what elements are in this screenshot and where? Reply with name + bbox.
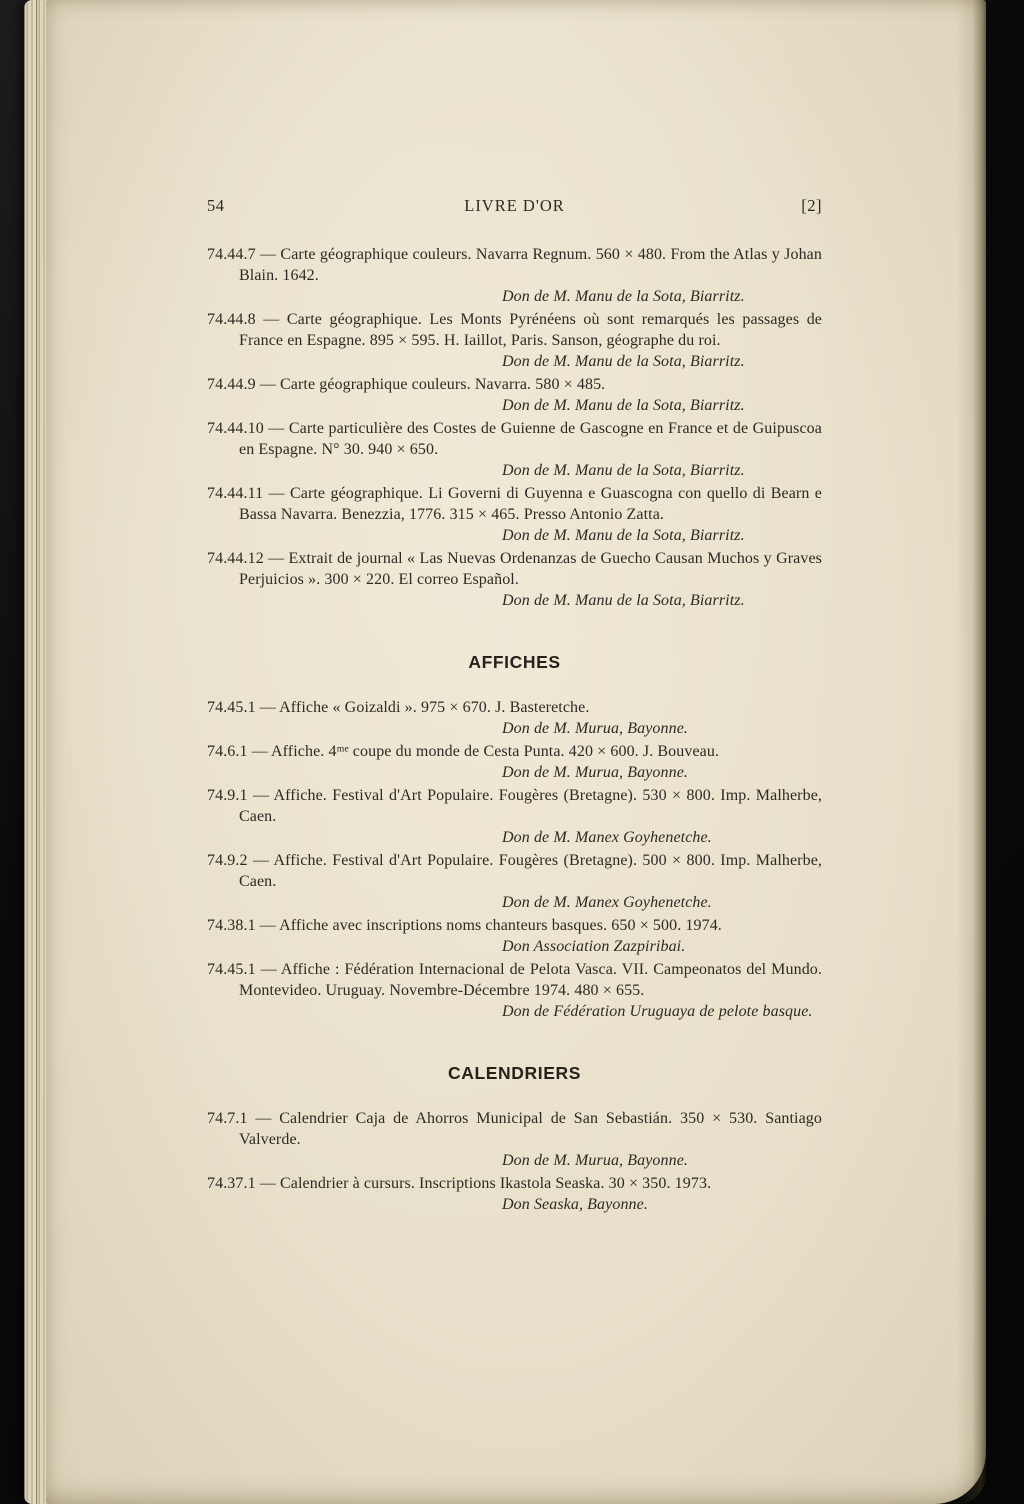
catalog-entry: 74.9.1 — Affiche. Festival d'Art Populaire. Fougères (Bretagne). 530 × 800. Imp. Malherbe, Caen. bbox=[207, 787, 822, 825]
donation-credit: Don Seaska, Bayonne. bbox=[502, 1196, 648, 1213]
catalog-entry: 74.9.2 — Affiche. Festival d'Art Populaire. Fougères (Bretagne). 500 × 800. Imp. Malherbe, Caen. bbox=[207, 852, 822, 890]
catalog-entry: 74.44.9 — Carte géographique couleurs. Navarra. 580 × 485. bbox=[207, 376, 606, 393]
catalog-entry: 74.45.1 — Affiche « Goizaldi ». 975 × 670. J. Basteretche. bbox=[207, 699, 590, 716]
donation-credit: Don de M. Murua, Bayonne. bbox=[502, 1152, 689, 1169]
book-page bbox=[46, 0, 986, 1504]
catalog-entry: 74.44.7 — Carte géographique couleurs. Navarra Regnum. 560 × 480. From the Atlas y Johan Blain. 1642. bbox=[207, 246, 822, 284]
catalog-entry: 74.44.8 — Carte géographique. Les Monts Pyrénéens où sont remarqués les passages de France en Espagne. 895 × 595. H. Iaillot, Paris. Sanson, géographe du roi. bbox=[207, 311, 822, 349]
page-marker: [2] bbox=[801, 196, 822, 215]
catalog-entry: 74.7.1 — Calendrier Caja de Ahorros Municipal de San Sebastián. 350 × 530. Santiago Valverde. bbox=[207, 1110, 822, 1148]
donation-credit: Don de M. Manex Goyhenetche. bbox=[502, 829, 712, 846]
section-heading: CALENDRIERS bbox=[448, 1063, 581, 1083]
donation-credit: Don de M. Manu de la Sota, Biarritz. bbox=[502, 462, 745, 479]
donation-credit: Don de M. Manu de la Sota, Biarritz. bbox=[502, 527, 745, 544]
catalog-entry: 74.44.11 — Carte géographique. Li Governi di Guyenna e Guascogna con quello di Bearn e Bassa Navarra. Benezzia, 1776. 315 × 465. Presso Antonio Zatta. bbox=[207, 485, 822, 523]
donation-credit: Don de M. Manex Goyhenetche. bbox=[502, 894, 712, 911]
running-header bbox=[207, 196, 822, 216]
catalog-body bbox=[207, 244, 822, 1215]
page-title: LIVRE D'OR bbox=[464, 196, 565, 215]
donation-credit: Don de M. Manu de la Sota, Biarritz. bbox=[502, 397, 745, 414]
donation-credit: Don de M. Manu de la Sota, Biarritz. bbox=[502, 592, 745, 609]
donation-credit: Don Association Zazpiribai. bbox=[502, 938, 686, 955]
catalog-entry: 74.44.10 — Carte particulière des Costes de Guienne de Gascogne en France et de Guipuscoa en Espagne. N° 30. 940 × 650. bbox=[207, 420, 822, 458]
catalog-entry: 74.6.1 — Affiche. 4ᵐᵉ coupe du monde de Cesta Punta. 420 × 600. J. Bouveau. bbox=[207, 743, 720, 760]
page-number: 54 bbox=[207, 196, 225, 215]
donation-credit: Don de M. Manu de la Sota, Biarritz. bbox=[502, 353, 745, 370]
donation-credit: Don de M. Murua, Bayonne. bbox=[502, 720, 689, 737]
section-heading: AFFICHES bbox=[468, 652, 561, 672]
donation-credit: Don de M. Manu de la Sota, Biarritz. bbox=[502, 288, 745, 305]
donation-credit: Don de M. Murua, Bayonne. bbox=[502, 764, 689, 781]
catalog-entry: 74.45.1 — Affiche : Fédération Internacional de Pelota Vasca. VII. Campeonatos del Mundo. Montevideo. Uruguay. Novembre-Décembre 1974. 480 × 655. bbox=[207, 961, 822, 999]
catalog-entry: 74.44.12 — Extrait de journal « Las Nuevas Ordenanzas de Guecho Causan Muchos y Graves Perjuicios ». 300 × 220. El correo Español. bbox=[207, 550, 822, 588]
page-content bbox=[207, 196, 822, 1217]
donation-credit: Don de Fédération Uruguaya de pelote basque. bbox=[502, 1003, 813, 1020]
catalog-entry: 74.38.1 — Affiche avec inscriptions noms chanteurs basques. 650 × 500. 1974. bbox=[207, 917, 722, 934]
catalog-entry: 74.37.1 — Calendrier à cursurs. Inscriptions Ikastola Seaska. 30 × 350. 1973. bbox=[207, 1175, 712, 1192]
